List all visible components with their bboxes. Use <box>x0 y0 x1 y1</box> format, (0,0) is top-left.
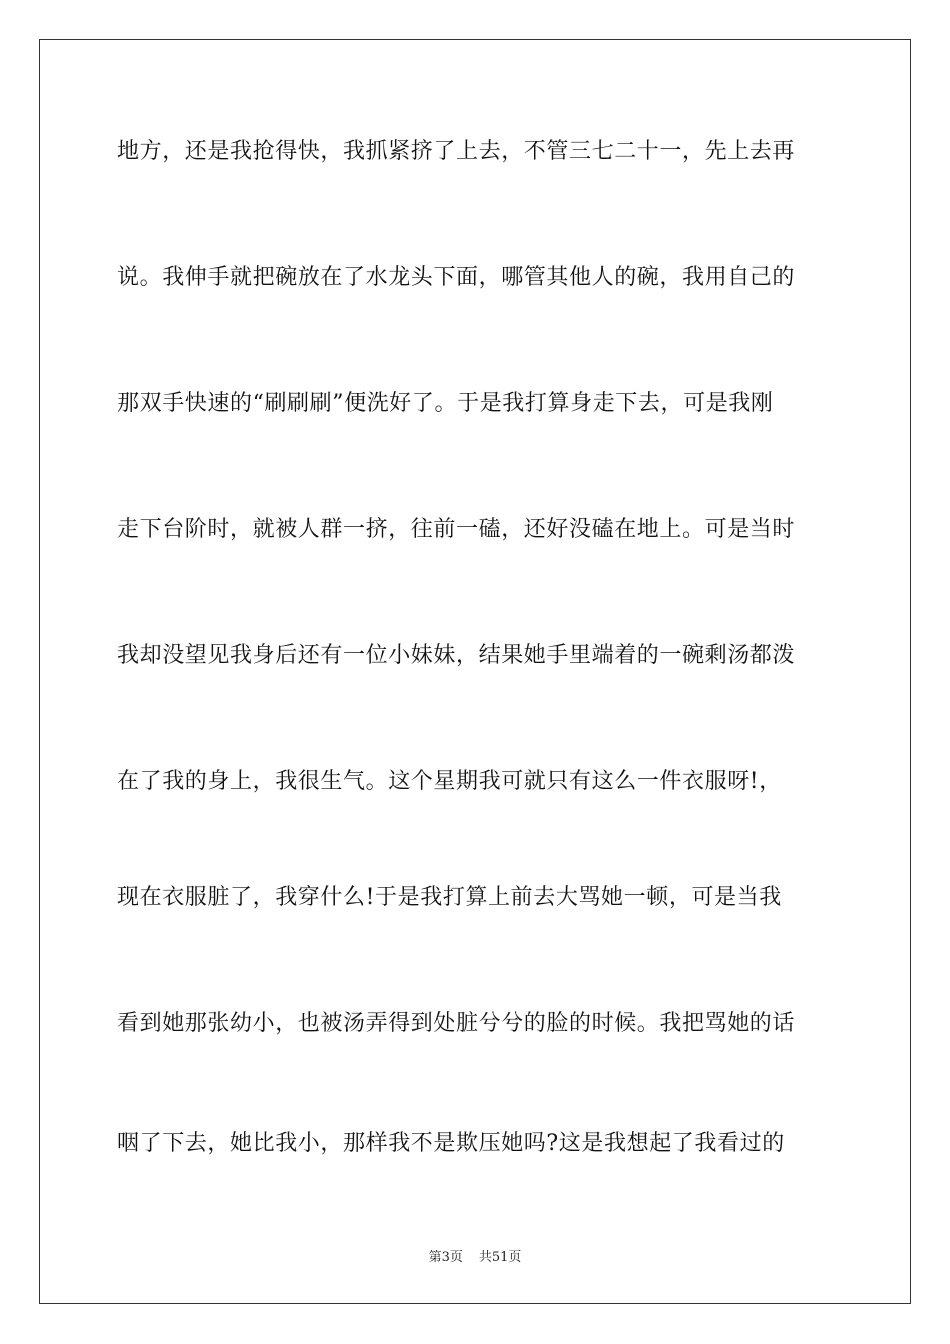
page-number: 第3页 <box>428 1250 463 1265</box>
body-text-line-4: 走下台阶时，就被人群一挤，往前一磕，还好没磕在地上。可是当时 <box>117 517 796 542</box>
body-text-line-3: 那双手快速的“刷刷刷”便洗好了。于是我打算身走下去，可是我刚 <box>117 391 774 416</box>
body-text-line-6: 在了我的身上，我很生气。这个星期我可就只有这么一件衣服呀!， <box>117 769 782 794</box>
body-text-line-9: 咽了下去，她比我小，那样我不是欺压她吗?这是我想起了我看过的 <box>117 1131 785 1156</box>
body-text-line-5: 我却没望见我身后还有一位小妹妹，结果她手里端着的一碗剩汤都泼 <box>117 643 796 668</box>
body-text-line-1: 地方，还是我抢得快，我抓紧挤了上去，不管三七二十一，先上去再 <box>117 139 796 164</box>
page-footer <box>0 1246 950 1265</box>
body-text-line-7: 现在衣服脏了，我穿什么!于是我打算上前去大骂她一顿，可是当我 <box>117 885 782 910</box>
body-text-line-8: 看到她那张幼小，也被汤弄得到处脏兮兮的脸的时候。我把骂她的话 <box>117 1011 796 1036</box>
page-total: 共51页 <box>478 1250 522 1265</box>
body-text-line-2: 说。我伸手就把碗放在了水龙头下面，哪管其他人的碗，我用自己的 <box>117 265 796 290</box>
